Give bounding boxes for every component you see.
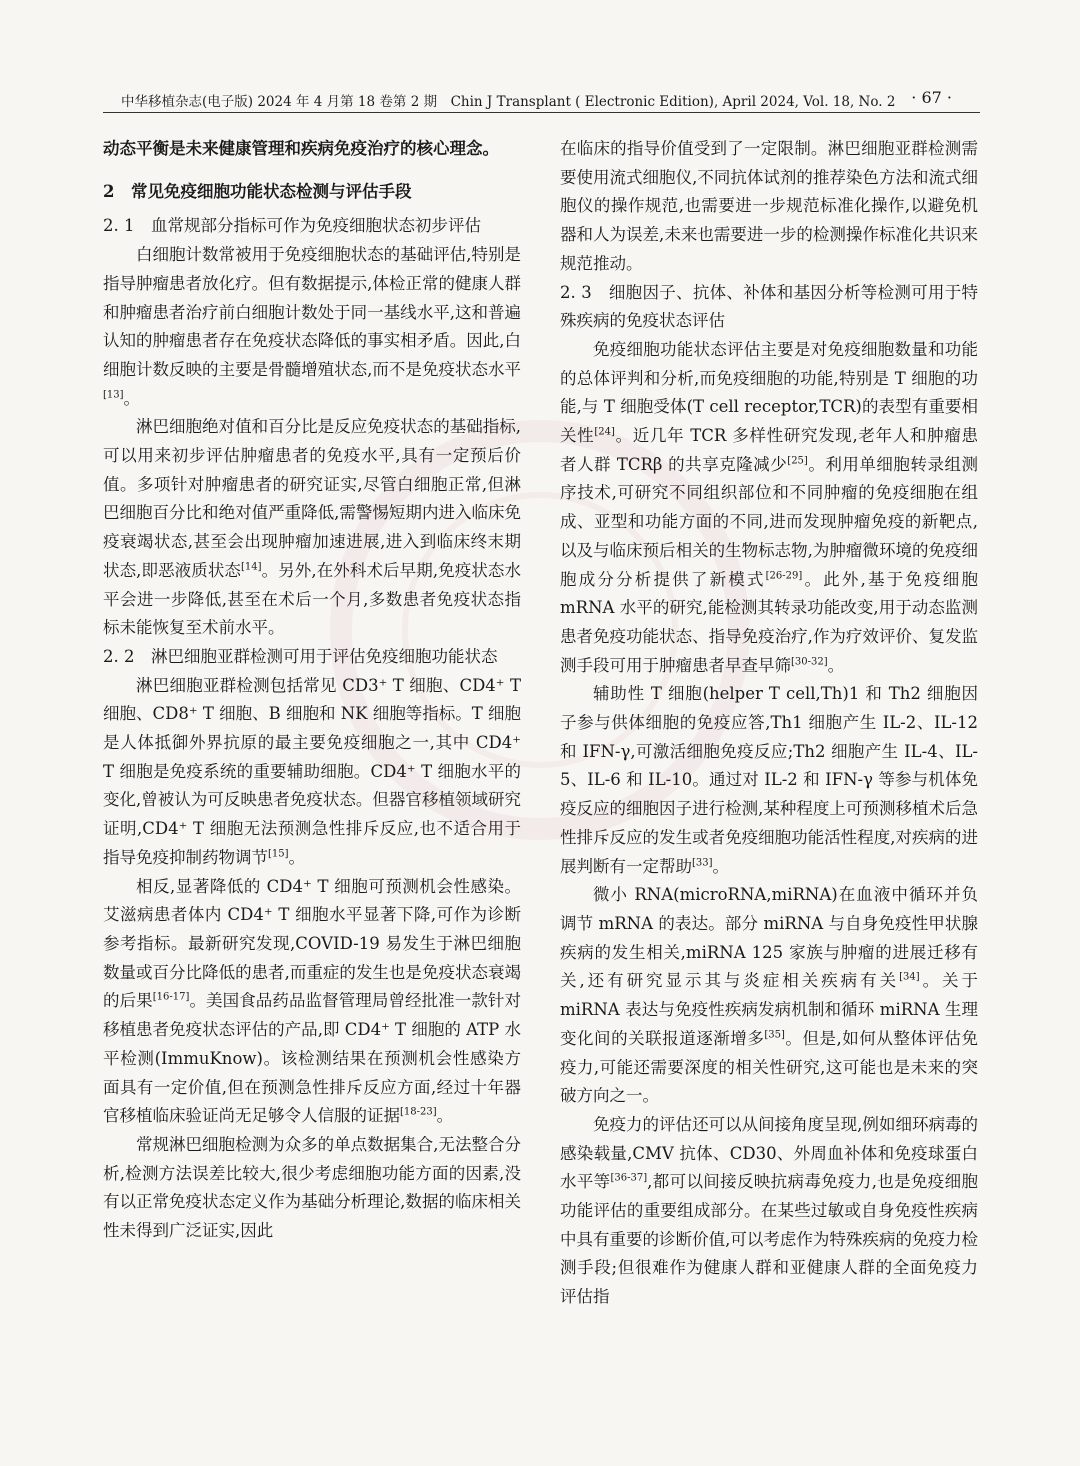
lead-sentence: 动态平衡是未来健康管理和疾病免疫治疗的核心理念。: [103, 139, 499, 158]
paragraph: [103, 873, 521, 1131]
paragraph-text: 免疫力的评估还可以从间接角度呈现,例如细环病毒的感染载量,CMV 抗体、CD30、外周血补体和免疫球蛋白水平等: [560, 1114, 978, 1192]
running-header: [103, 88, 980, 113]
paragraph-text: 微小 RNA(microRNA,miRNA)在血液中循环并负调节 mRNA 的表达。部分 miRNA 与自身免疫性甲状腺疾病的发生相关,miRNA 125 家族与肿瘤的进展迁移有关,还有研究显示其与炎症相关疾病有关: [560, 885, 978, 991]
citation: [25]: [787, 455, 808, 467]
citation: [14]: [241, 561, 262, 573]
paragraph-text: 。: [827, 655, 845, 675]
paragraph-text: 。: [288, 847, 306, 867]
citation: [24]: [594, 426, 615, 438]
paragraph-text: 。但是,如何从整体评估免疫力,可能还需要深度的相关性研究,这可能也是未来的突破方向之一。: [560, 1028, 978, 1106]
section-2-heading: 2 常见免疫细胞功能状态检测与评估手段: [103, 181, 412, 201]
section-2-3-heading: 2. 3 细胞因子、抗体、补体和基因分析等检测可用于特殊疾病的免疫状态评估: [560, 282, 978, 331]
citation: [26-29]: [765, 570, 803, 582]
paragraph: [103, 241, 521, 413]
citation: [35]: [764, 1029, 785, 1041]
left-column: [103, 135, 521, 1246]
paragraph: [103, 413, 521, 643]
paragraph: 常规淋巴细胞检测为众多的单点数据集合,无法整合分析,检测方法误差比较大,很少考虑细胞功能方面的因素,没有以正常免疫状态定义作为基础分析理论,数据的临床相关性未得到广泛证实,因此: [103, 1134, 521, 1241]
paragraph: [560, 680, 978, 881]
section-2-2-heading: 2. 2 淋巴细胞亚群检测可用于评估免疫细胞功能状态: [103, 646, 498, 666]
citation: [33]: [692, 857, 713, 869]
paragraph-text: 。利用单细胞转录组测序技术,可研究不同组织部位和不同肿瘤的免疫细胞在组成、亚型和功能方面的不同,进而发现肿瘤免疫的新靶点,以及与临床预后相关的生物标志物,为肿瘤微环境的免疫细胞成分分析提供了新模式: [560, 454, 978, 589]
paragraph-text: 。此外,基于免疫细胞 mRNA 水平的研究,能检测其转录功能改变,用于动态监测患者免疫功能状态、指导免疫治疗,作为疗效评价、复发监测手段可用于肿瘤患者早查早筛: [560, 569, 978, 675]
right-column: [560, 135, 978, 1312]
paragraph: [560, 881, 978, 1111]
paragraph-text: 。: [712, 856, 730, 876]
paragraph-text: 。关于 miRNA 表达与免疫性疾病发病机制和循环 miRNA 生理变化间的关联报道逐渐增多: [560, 971, 978, 1048]
paragraph: [560, 1111, 978, 1312]
page-number: · 67 ·: [911, 88, 952, 107]
citation: [13]: [103, 389, 124, 401]
paragraph-text: 相反,显著降低的 CD4⁺ T 细胞可预测机会性感染。艾滋病患者体内 CD4⁺ T 细胞水平显著下降,可作为诊断参考指标。最新研究发现,COVID-19 易发生于淋巴细胞数量或百分比降低的患者,而重症的发生也是免疫状态衰竭的后果: [103, 876, 521, 1011]
paragraph-text: 。近几年 TCR 多样性研究发现,老年人和肿瘤患者人群 TCRβ 的共享克隆减少: [560, 426, 979, 474]
section-2-1-heading: 2. 1 血常规部分指标可作为免疫细胞状态初步评估: [103, 216, 481, 236]
citation: [16-17]: [152, 991, 190, 1003]
citation: [30-32]: [791, 656, 828, 668]
paragraph: [103, 672, 521, 873]
paragraph-text: 。另外,在外科术后早期,免疫状态水平会进一步降低,甚至在术后一个月,多数患者免疫状态指标未能恢复至术前水平。: [103, 560, 521, 638]
paragraph-text: 。: [123, 388, 141, 408]
paragraph-text: 辅助性 T 细胞(helper T cell,Th)1 和 Th2 细胞因子参与供体细胞的免疫应答,Th1 细胞产生 IL-2、IL-12 和 IFN-γ,可激活细胞免疫反应;Th2 细胞产生 IL-4、IL-5、IL-6 和 IL-10。通过对 IL-2 和 IFN-γ 等参与机体免疫反应的细胞因子进行检测,某种程度上可预测移植术后急性排斥反应的发生或者免疫细胞功能活性程度,对疾病的进展判断有一定帮助: [560, 684, 978, 876]
paragraph-text: 淋巴细胞亚群检测包括常见 CD3⁺ T 细胞、CD4⁺ T 细胞、CD8⁺ T 细胞、B 细胞和 NK 细胞等指标。T 细胞是人体抵御外界抗原的最主要免疫细胞之一,其中 CD4⁺ T 细胞是免疫系统的重要辅助细胞。CD4⁺ T 细胞水平的变化,曾被认为可反映患者免疫状态。但器官移植领域研究证明,CD4⁺ T 细胞无法预测急性排斥反应,也不适合用于指导免疫抑制药物调节: [103, 675, 521, 867]
paragraph-text: 免疫细胞功能状态评估主要是对免疫细胞数量和功能的总体评判和分析,而免疫细胞的功能,特别是 T 细胞的功能,与 T 细胞受体(T cell receptor,TCR)的表型有重要相关性: [560, 339, 978, 446]
paragraph-continued: 在临床的指导价值受到了一定限制。淋巴细胞亚群检测需要使用流式细胞仪,不同抗体试剂的推荐染色方法和流式细胞仪的操作规范,也需要进一步规范标准化操作,以避免机器和人为误差,未来也需要进一步的检测操作标准化共识来规范推动。: [560, 139, 978, 273]
paragraph: [560, 336, 978, 680]
paragraph-text: 。美国食品药品监督管理局曾经批准一款针对移植患者免疫状态评估的产品,即 CD4⁺ T 细胞的 ATP 水平检测(ImmuKnow)。该检测结果在预测机会性感染方面具有一定价值,但在预测急性排斥反应方面,经过十年器官移植临床验证尚无足够令人信服的证据: [103, 991, 522, 1126]
citation: [18-23]: [400, 1106, 437, 1118]
citation: [15]: [268, 848, 289, 860]
citation: [36-37]: [610, 1172, 648, 1184]
paragraph-text: 白细胞计数常被用于免疫细胞状态的基础评估,特别是指导肿瘤患者放化疗。但有数据提示,体检正常的健康人群和肿瘤患者治疗前白细胞计数处于同一基线水平,这和普遍认知的肿瘤患者存在免疫状态降低的事实相矛盾。因此,白细胞计数反映的主要是骨髓增殖状态,而不是免疫状态水平: [103, 245, 521, 379]
paragraph-text: ,都可以间接反映抗病毒免疫力,也是免疫细胞功能评估的重要组成部分。在某些过敏或自身免疫性疾病中具有重要的诊断价值,可以考虑作为特殊疾病的免疫力检测手段;但很难作为健康人群和亚健康人群的全面免疫力评估指: [560, 1172, 978, 1307]
paragraph-text: 。: [436, 1106, 454, 1126]
paragraph-text: 淋巴细胞绝对值和百分比是反应免疫状态的基础指标,可以用来初步评估肿瘤患者的免疫水平,具有一定预后价值。多项针对肿瘤患者的研究证实,尽管白细胞正常,但淋巴细胞百分比和绝对值严重降低,需警惕短期内进入临床免疫衰竭状态,甚至会出现肿瘤加速进展,进入到临床终末期状态,即恶液质状态: [103, 417, 521, 580]
journal-citation: 中华移植杂志(电子版) 2024 年 4 月第 18 卷第 2 期 Chin J Transplant ( Electronic Edition), April 2024, Vol. 18, No. 2: [121, 94, 896, 110]
citation: [34]: [899, 971, 920, 983]
